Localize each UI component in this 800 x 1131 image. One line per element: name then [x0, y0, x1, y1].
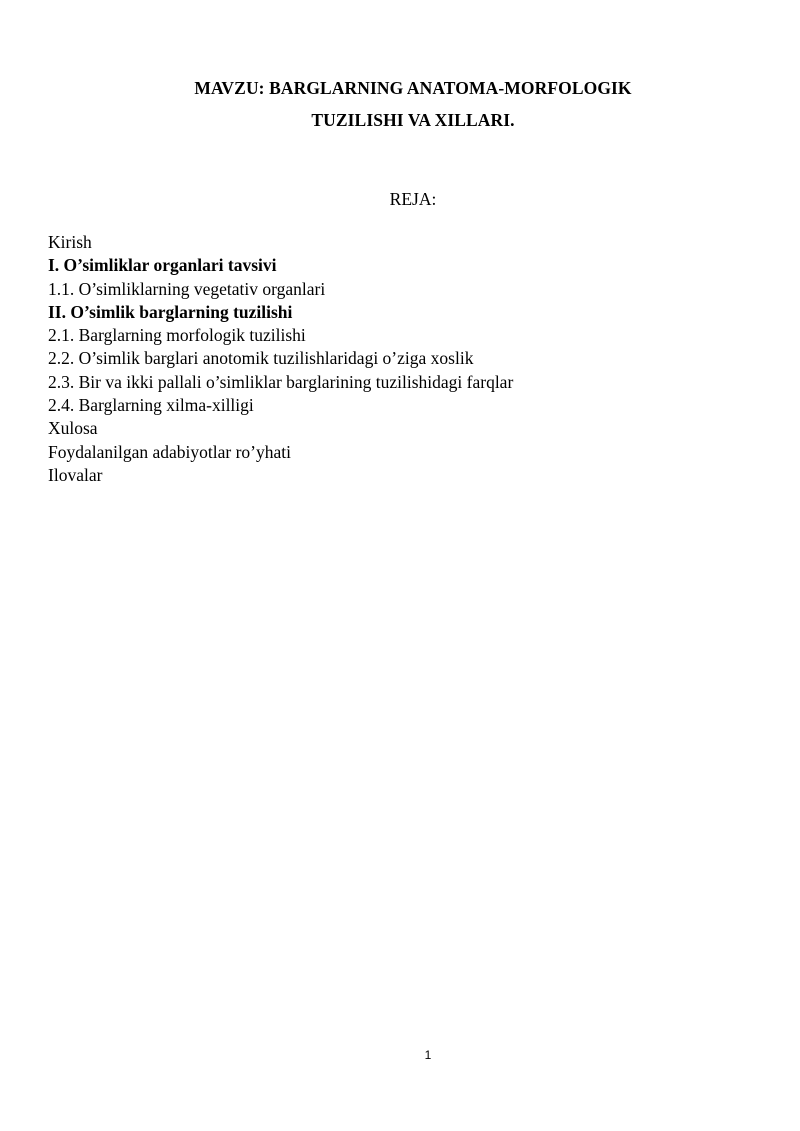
toc-item-introduction: Kirish	[48, 232, 92, 252]
document-title-line-2: TUZILISHI VA XILLARI.	[311, 110, 515, 130]
toc-item-section-1-1: 1.1. O’simliklarning vegetativ organlari	[48, 278, 326, 299]
toc-item-section-2-2: 2.2. O’simlik barglari anotomik tuzilishlaridagi o’ziga xoslik	[48, 348, 474, 369]
table-of-contents	[48, 231, 768, 487]
toc-item-chapter-2: II. O’simlik barglarning tuzilishi	[48, 301, 293, 322]
toc-item-references: Foydalanilgan adabiyotlar ro’yhati	[48, 441, 291, 462]
toc-item-section-2-1: 2.1. Barglarning morfologik tuzilishi	[48, 325, 306, 346]
plan-heading: REJA:	[389, 189, 437, 209]
document-title-line-1: MAVZU: BARGLARNING ANATOMA-MORFOLOGIK	[194, 78, 632, 98]
toc-item-chapter-1: I. O’simliklar organlari tavsivi	[48, 255, 277, 276]
toc-item-section-2-3: 2.3. Bir va ikki pallali o’simliklar barglarining tuzilishidagi farqlar	[48, 371, 514, 392]
toc-item-appendices: Ilovalar	[48, 464, 103, 485]
page-number: 1	[424, 1048, 432, 1062]
toc-item-section-2-4: 2.4. Barglarning xilma-xilligi	[48, 395, 254, 416]
toc-item-conclusion: Xulosa	[48, 418, 98, 439]
